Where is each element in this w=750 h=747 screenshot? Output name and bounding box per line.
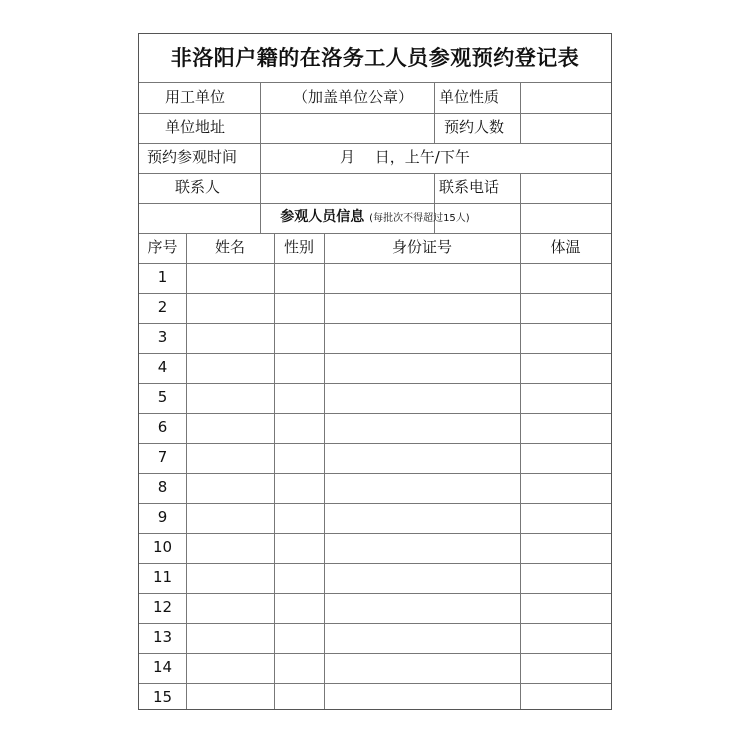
row-number: 2 <box>157 298 168 316</box>
employer-label: 用工单位 <box>165 88 226 106</box>
info-divider-right-lower <box>520 173 521 233</box>
rule-visit-time <box>139 173 611 174</box>
rule-title <box>139 82 611 83</box>
row-number: 10 <box>152 538 173 556</box>
header-index: 序号 <box>147 238 178 256</box>
info-divider-mid <box>434 82 435 143</box>
contact-phone-label: 联系电话 <box>439 178 500 196</box>
row-number: 6 <box>157 418 168 436</box>
row-number: 1 <box>157 268 168 286</box>
row-rule <box>139 533 611 534</box>
unit-nature-label: 单位性质 <box>439 88 500 106</box>
unit-address-label: 单位地址 <box>165 118 226 136</box>
row-rule <box>139 323 611 324</box>
visitors-section-note: (每批次不得超过15人) <box>369 213 470 224</box>
row-number: 4 <box>157 358 168 376</box>
col-divider-id <box>520 233 521 709</box>
row-rule <box>139 593 611 594</box>
visitors-section-title-text: 参观人员信息 <box>280 209 365 225</box>
row-number: 8 <box>157 478 168 496</box>
info-divider-mid-lower <box>434 173 435 233</box>
reservation-count-label: 预约人数 <box>444 118 505 136</box>
header-gender: 性别 <box>283 238 314 256</box>
row-rule <box>139 413 611 414</box>
contact-label: 联系人 <box>175 178 221 196</box>
row-number: 3 <box>157 328 168 346</box>
header-name: 姓名 <box>214 238 245 256</box>
row-rule <box>139 473 611 474</box>
rule-employer <box>139 113 611 114</box>
info-divider-right <box>520 82 521 143</box>
row-number: 11 <box>152 568 173 586</box>
row-number: 12 <box>152 598 173 616</box>
row-number: 14 <box>152 658 173 676</box>
row-rule <box>139 653 611 654</box>
col-divider-gender <box>324 233 325 709</box>
visit-time-template: 月 日，上午/下午 <box>340 148 470 166</box>
rule-section <box>139 233 611 234</box>
header-temperature: 体温 <box>550 238 581 256</box>
rule-contact <box>139 203 611 204</box>
header-id-number: 身份证号 <box>391 238 452 256</box>
row-number: 13 <box>152 628 173 646</box>
row-number: 5 <box>157 388 168 406</box>
rule-address <box>139 143 611 144</box>
row-number: 9 <box>157 508 168 526</box>
rule-table-header <box>139 263 611 264</box>
row-rule <box>139 563 611 564</box>
row-rule <box>139 623 611 624</box>
registration-form <box>138 33 612 710</box>
employer-note: （加盖单位公章） <box>293 88 414 106</box>
form-title: 非洛阳户籍的在洛务工人员参观预约登记表 <box>170 46 580 70</box>
row-number: 7 <box>157 448 168 466</box>
col-divider-name <box>274 233 275 709</box>
row-rule <box>139 683 611 684</box>
visitors-section-title <box>139 210 611 224</box>
row-rule <box>139 293 611 294</box>
row-number: 15 <box>152 688 173 706</box>
row-rule <box>139 443 611 444</box>
row-rule <box>139 353 611 354</box>
visit-time-label: 预约参观时间 <box>147 148 238 166</box>
row-rule <box>139 503 611 504</box>
row-rule <box>139 383 611 384</box>
col-divider-index <box>186 233 187 709</box>
